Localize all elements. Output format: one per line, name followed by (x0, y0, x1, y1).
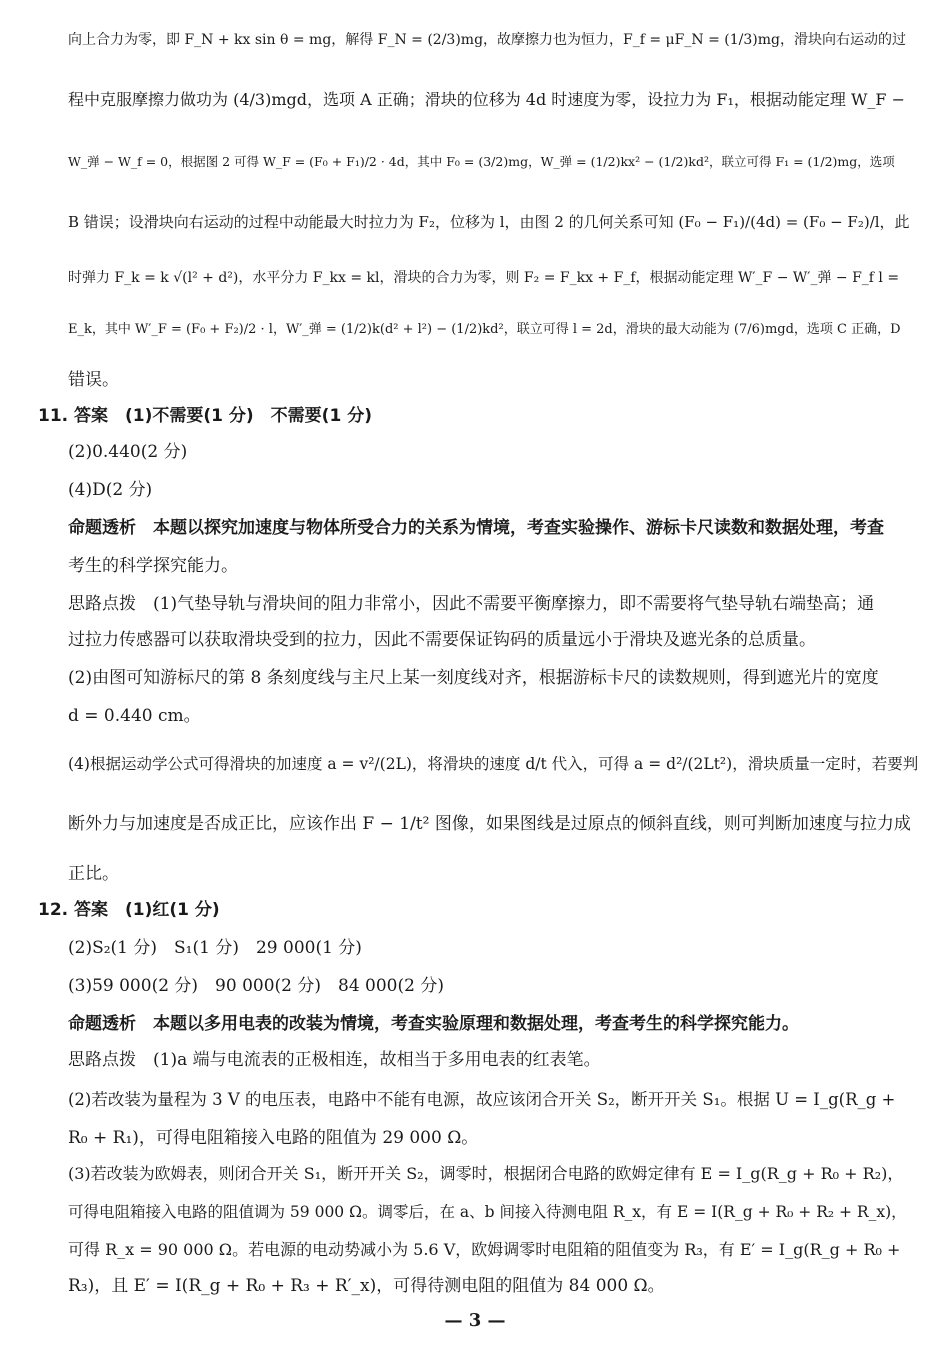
text-line: 可得 R_x = 90 000 Ω。若电源的电动势减小为 5.6 V，欧姆调零时电阻箱的阻值变为 R₃，有 E′ = I_g(R_g + R₀ + (68, 1240, 901, 1259)
text-line: 可得电阻箱接入电路的阻值调为 59 000 Ω。调零后，在 a、b 间接入待测电阻 R_x，有 E = I(R_g + R₀ + R₂ + R_x)， (68, 1203, 907, 1221)
text-line: R₃)，且 E′ = I(R_g + R₀ + R₃ + R′_x)，可得待测电阻的阻值为 84 000 Ω。 (68, 1276, 665, 1296)
page-number: — 3 — (444, 1310, 506, 1331)
text-line: 向上合力为零，即 F_N + kx sin θ = mg，解得 F_N = (2/3)mg，故摩擦力也为恒力，F_f = μF_N = (1/3)mg，滑块向右运动的过 (68, 32, 906, 48)
text-line: 正比。 (68, 864, 119, 884)
text-line: 程中克服摩擦力做功为 (4/3)mgd，选项 A 正确；滑块的位移为 4d 时速度为零，设拉力为 F₁，根据动能定理 W_F − (68, 90, 906, 109)
text-line: W_弹 − W_f = 0，根据图 2 可得 W_F = (F₀ + F₁)/2 · 4d，其中 F₀ = (3/2)mg，W_弹 = (1/2)kx² − (1/2)kd²，联立可得 F₁ = (1/2)mg，选项 (68, 154, 895, 169)
text-line: (4)D(2 分) (68, 480, 153, 500)
answer-11-heading: 11. 答案 (1)不需要(1 分) 不需要(1 分) (38, 406, 372, 426)
analysis-heading: 命题透析 本题以探究加速度与物体所受合力的关系为情境，考查实验操作、游标卡尺读数和数据处理，考查 (68, 518, 884, 538)
text-line: (2)S₂(1 分) S₁(1 分) 29 000(1 分) (68, 938, 362, 958)
text-line: E_k，其中 W′_F = (F₀ + F₂)/2 · l，W′_弹 = (1/2)k(d² + l²) − (1/2)kd²，联立可得 l = 2d，滑块的最大动能为 (7/6)mgd，选项 C 正确，D (68, 322, 901, 337)
solution-heading: 思路点拨 (1)气垫导轨与滑块间的阻力非常小，因此不需要平衡摩擦力，即不需要将气垫导轨右端垫高；通 (68, 594, 875, 614)
text-line: (3)59 000(2 分) 90 000(2 分) 84 000(2 分) (68, 976, 444, 996)
analysis-heading: 命题透析 本题以多用电表的改装为情境，考查实验原理和数据处理，考查考生的科学探究能力。 (68, 1014, 799, 1034)
text-line: R₀ + R₁)，可得电阻箱接入电路的阻值为 29 000 Ω。 (68, 1128, 479, 1148)
text-line: (4)根据运动学公式可得滑块的加速度 a = v²/(2L)，将滑块的速度 d/t 代入，可得 a = d²/(2Lt²)，滑块质量一定时，若要判 (68, 755, 918, 773)
text-line: (3)若改装为欧姆表，则闭合开关 S₁，断开开关 S₂，调零时，根据闭合电路的欧姆定律有 E = I_g(R_g + R₀ + R₂)， (68, 1164, 904, 1183)
answer-12-heading: 12. 答案 (1)红(1 分) (38, 900, 220, 920)
text-line: (2)由图可知游标尺的第 8 条刻度线与主尺上某一刻度线对齐，根据游标卡尺的读数规则，得到遮光片的宽度 (68, 668, 879, 688)
text-line: d = 0.440 cm。 (68, 706, 201, 726)
text-line: 过拉力传感器可以获取滑块受到的拉力，因此不需要保证钩码的质量远小于滑块及遮光条的总质量。 (68, 630, 816, 650)
text-line: (2)若改装为量程为 3 V 的电压表，电路中不能有电源，故应该闭合开关 S₂，断开开关 S₁。根据 U = I_g(R_g + (68, 1090, 896, 1109)
text-line: 考生的科学探究能力。 (68, 556, 238, 576)
text-line: B 错误；设滑块向右运动的过程中动能最大时拉力为 F₂，位移为 l，由图 2 的几何关系可知 (F₀ − F₁)/(4d) = (F₀ − F₂)/l，此 (68, 213, 910, 231)
text-line: 错误。 (68, 370, 119, 390)
text-line: (2)0.440(2 分) (68, 442, 188, 462)
solution-heading: 思路点拨 (1)a 端与电流表的正极相连，故相当于多用电表的红表笔。 (68, 1050, 601, 1070)
text-line: 断外力与加速度是否成正比，应该作出 F − 1/t² 图像，如果图线是过原点的倾斜直线，则可判断加速度与拉力成 (68, 814, 911, 834)
text-line: 时弹力 F_k = k √(l² + d²)，水平分力 F_kx = kl，滑块的合力为零，则 F₂ = F_kx + F_f，根据动能定理 W′_F − W′_弹 − F_f l = (68, 270, 900, 286)
